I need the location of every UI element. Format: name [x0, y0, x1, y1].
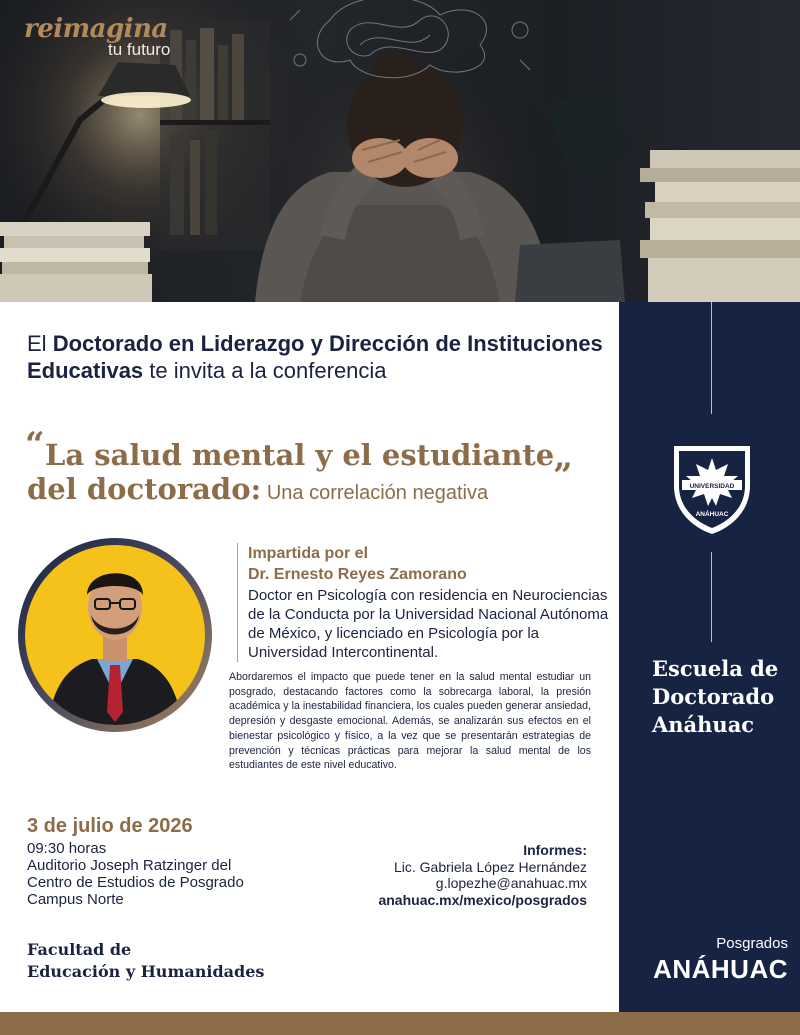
- speaker-bio: Doctor en Psicología con residencia en Neurociencias de la Conducta por la Universidad Nacional Autónoma de México, y licenciado en Psicología por la Universidad Intercontinental.: [248, 587, 609, 661]
- event-time: 09:30 horas: [27, 840, 107, 857]
- event-venue-line-2: Centro de Estudios de Posgrado: [27, 874, 244, 891]
- conference-abstract: Abordaremos el impacto que puede tener en la salud mental estudiar un posgrado, destacando factores como la sobrecarga laboral, la presión académica y la inestabilidad financiera, los cuales pueden generar ansiedad, depresión y desgaste emocional. Además, se analizarán sus efectos en el bienestar psicológico y físico, a la vez que se presentarán estrategias de prevención y técnicas prácticas para mejorar la salud mental de los estudiantes de este nivel educativo.: [229, 671, 591, 772]
- contact-email[interactable]: g.lopezhe@anahuac.mx: [435, 875, 587, 891]
- university-crest-icon: [670, 440, 754, 536]
- school-panel: [619, 302, 800, 1012]
- event-details: [27, 840, 244, 908]
- contact-website-link[interactable]: anahuac.mx/mexico/posgrados: [378, 891, 587, 908]
- contact-name: Lic. Gabriela López Hernández: [393, 858, 587, 875]
- speaker-name: Dr. Ernesto Reyes Zamorano: [248, 566, 467, 583]
- footer-bar: [0, 1012, 800, 1035]
- contact-info: [378, 842, 587, 908]
- conference-title: [27, 438, 554, 510]
- faculty-line-1: Facultad de: [27, 940, 132, 959]
- panel-divider-top: [711, 302, 712, 414]
- hero-image: [0, 0, 800, 302]
- crest-bottom-text: ANÁHUAC: [695, 511, 729, 518]
- event-date: 3 de julio de 2026: [27, 815, 193, 837]
- intro-pre: El: [27, 331, 53, 356]
- title-line-1: La salud mental y el estudiante: [45, 438, 555, 472]
- event-venue-line-3: Campus Norte: [27, 891, 124, 908]
- quote-open-mark: “: [25, 425, 45, 465]
- anahuac-wordmark: ANÁHUAC: [653, 954, 788, 984]
- brand-logo: [24, 14, 170, 60]
- brand-subtitle: tu futuro: [108, 40, 171, 59]
- school-line-3: Anáhuac: [652, 712, 755, 737]
- brand-script: reimagina: [24, 14, 168, 44]
- event-venue-line-1: Auditorio Joseph Ratzinger del: [27, 857, 232, 874]
- speaker-info: [237, 543, 612, 662]
- intro-post: te invita a la conferencia: [143, 358, 387, 383]
- panel-divider-bottom: [711, 552, 712, 642]
- school-line-1: Escuela de: [652, 656, 779, 681]
- title-subtitle: Una correlación negativa: [261, 482, 489, 504]
- quote-close-mark: ”: [553, 456, 573, 496]
- school-line-2: Doctorado: [652, 684, 775, 709]
- program-name: Doctorado en Liderazgo y Dirección de Instituciones Educativas: [27, 331, 603, 383]
- faculty-name: [27, 939, 264, 983]
- faculty-line-2: Educación y Humanidades: [27, 962, 265, 981]
- crest-top-text: UNIVERSIDAD: [689, 483, 735, 490]
- invitation-text: [27, 330, 607, 384]
- contact-label: Informes:: [523, 842, 587, 858]
- speaker-portrait: [17, 537, 213, 733]
- school-name: [652, 655, 778, 739]
- title-line-2: del doctorado:: [27, 472, 262, 506]
- speaker-label: Impartida por el: [248, 545, 369, 562]
- posgrados-label: Posgrados: [716, 935, 788, 952]
